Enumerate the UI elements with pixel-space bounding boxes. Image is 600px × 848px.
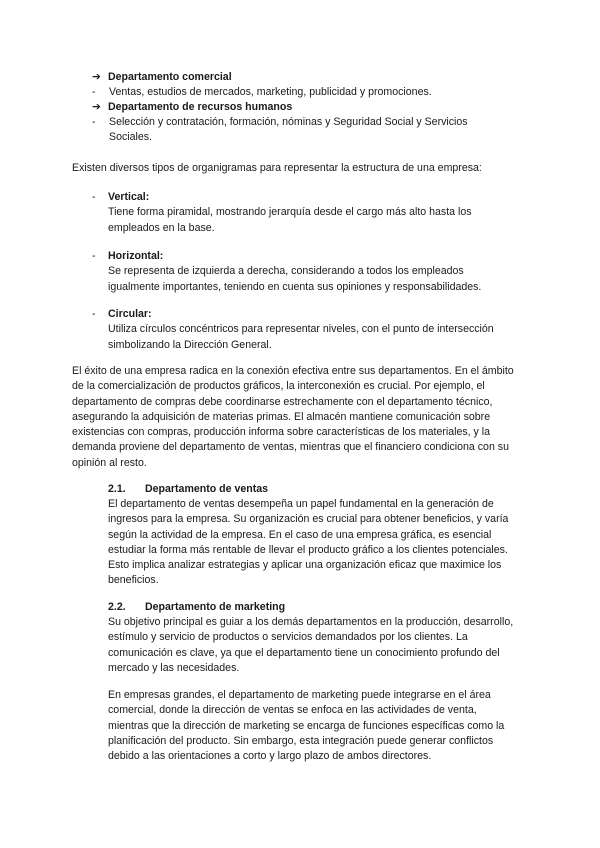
org-type-desc: Utiliza círculos concéntricos para representar niveles, con el punto de intersección simbolizando la Dirección General. xyxy=(108,323,494,351)
dash-bullet: - xyxy=(92,191,96,203)
department-desc: Ventas, estudios de mercados, marketing, publicidad y promociones. xyxy=(109,86,432,98)
department-title: Departamento de recursos humanos xyxy=(108,101,293,113)
department-desc-comercial xyxy=(92,85,512,100)
section-number: 2.1. xyxy=(108,483,126,495)
org-type-title: Vertical: xyxy=(108,191,150,203)
section-heading-ventas xyxy=(108,482,528,497)
org-type-vertical xyxy=(92,190,512,236)
department-heading-comercial xyxy=(92,70,512,85)
dash-bullet: - xyxy=(92,116,96,128)
dash-bullet: - xyxy=(92,308,96,320)
arrow-icon: ➔ xyxy=(92,101,101,113)
org-type-desc: Se representa de izquierda a derecha, considerando a todos los empleados igualmente importantes, teniendo en cuenta sus opiniones y responsabilidades. xyxy=(108,265,482,293)
dash-bullet: - xyxy=(92,86,96,98)
section-title: Departamento de marketing xyxy=(145,601,286,613)
org-type-horizontal xyxy=(92,249,512,295)
org-type-title: Horizontal: xyxy=(108,250,164,262)
department-title: Departamento comercial xyxy=(108,71,232,83)
intro-paragraph: Existen diversos tipos de organigramas para representar la estructura de una empresa: xyxy=(72,162,482,174)
section-paragraph: En empresas grandes, el departamento de marketing puede integrarse en el área comercial, donde la dirección de ventas se enfoca en las actividades de venta, mientras que la dirección de marketing se encarga de funciones específicas como la planificación del producto. Sin embargo, esta integración puede generar conflictos debido a las orientaciones a corto y largo plazo de ambos directores. xyxy=(108,689,505,763)
org-type-circular xyxy=(92,307,512,353)
section-title: Departamento de ventas xyxy=(145,483,269,495)
org-type-title: Circular: xyxy=(108,308,152,320)
department-desc-rrhh xyxy=(92,115,497,146)
dash-bullet: - xyxy=(92,250,96,262)
department-desc: Selección y contratación, formación, nóminas y Seguridad Social y Servicios Sociales. xyxy=(109,116,468,144)
section-heading-marketing xyxy=(108,600,528,615)
arrow-icon: ➔ xyxy=(92,71,101,83)
success-paragraph: El éxito de una empresa radica en la conexión efectiva entre sus departamentos. En el ámbito de la comercialización de productos gráficos, la interconexión es crucial. Por ejemplo, el departamento de compras debe coordinarse estrechamente con el departamento técnico, asegurando la adquisición de materias primas. El almacén mantiene comunicación sobre existencias con compras, producción informa sobre características de los materiales, y la demanda proviene del departamento de ventas, mientras que el financiero condiciona con su opinión al resto. xyxy=(72,365,514,469)
section-paragraph: Su objetivo principal es guiar a los demás departamentos en la producción, desarrollo, estímulo y servicio de productos o servicios demandados por los clientes. La comunicación es clave, ya que el departamento tiene un conocimiento profundo del mercado y las necesidades. xyxy=(108,616,514,674)
section-number: 2.2. xyxy=(108,601,126,613)
org-type-desc: Tiene forma piramidal, mostrando jerarquía desde el cargo más alto hasta los empleados en la base. xyxy=(108,206,472,234)
department-heading-rrhh xyxy=(92,100,512,115)
section-paragraph: El departamento de ventas desempeña un papel fundamental en la generación de ingresos para la empresa. Su organización es crucial para obtener beneficios, y varía según la actividad de la empresa. En el caso de una empresa gráfica, es esencial estudiar la forma más rentable de llevar el producto gráfico a los clientes potenciales. Esto implica analizar estrategias y aplicar una organización eficaz que maximice los beneficios. xyxy=(108,498,509,587)
